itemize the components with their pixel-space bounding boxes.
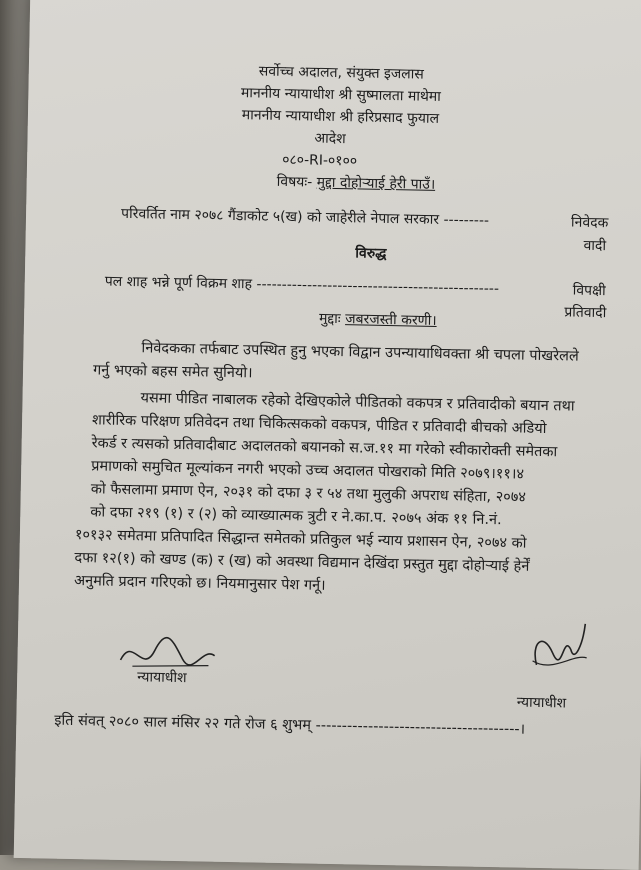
body-line: अनुमति प्रदान गरिएको छ। नियमानुसार पेश गर्नू।: [74, 571, 326, 596]
footer-date-line: [54, 711, 525, 740]
applicant-name: परिवर्तित नाम २०७८ गैंडाकोट ५(ख) को जाहेरीले नेपाल सरकार: [121, 206, 439, 228]
respondent-name: पल शाह भन्ने पूर्ण विक्रम शाह: [105, 274, 253, 293]
body-line: प्रमाणको समुचित मूल्यांकन नगरी भएको उच्च अदालत पोखराको मिति २०७९।११।४: [91, 456, 524, 484]
respondent-dashes: ------------------------------------------------: [256, 276, 499, 297]
body-line: गर्नु भएको बहस समेत सुनियो।: [93, 360, 253, 383]
document-page: [14, 0, 641, 870]
body-line: रेकर्ड र त्यसको प्रतिवादीबाट अदालतको बयानको स.ज.११ मा गरेको स्वीकारोक्ती समेतका: [91, 433, 557, 462]
right-signature-title: न्यायाधीश: [517, 694, 567, 713]
subject-prefix: विषयः-: [277, 174, 313, 191]
applicant-role-2: वादी: [583, 237, 606, 255]
justice-1: माननीय न्यायाधीश श्री सुष्मालता माथेमा: [28, 80, 641, 110]
order-label: आदेश: [17, 124, 641, 154]
subject-text: मुद्दा दोहोऱ्याई हेरी पाउँ।: [317, 175, 436, 193]
subject-line: [277, 173, 436, 194]
justice-2: माननीय न्यायाधीश श्री हरिप्रसाद फुयाल: [28, 102, 641, 132]
case-type-prefix: मुद्दाः: [319, 311, 341, 327]
body-line: यसमा पीडित नाबालक रहेको देखिएकोले पीडितको वकपत्र र प्रतिवादीको बयान तथा: [140, 388, 574, 416]
body-line: को फैसलामा प्रमाण ऐन, २०३१ को दफा ३ र ५४ तथा मुलुकी अपराध संहिता, २०७४: [91, 479, 526, 507]
body-line: १०१३२ समेतमा प्रतिपादित सिद्धान्त समेतको प्रतिकुल भई न्याय प्रशासन ऐन, २०७४ को: [75, 525, 527, 554]
applicant-line: [121, 205, 489, 230]
body-line: को दफा २१९ (१) र (२) को व्याख्यात्मक त्रुटी र ने.का.प. २०७५ अंक ११ नि.नं.: [90, 502, 502, 530]
footer-date: इति संवत् २०८० साल मंसिर २२ गते रोज ६ शुभम्: [54, 713, 311, 734]
body-line: दफा १२(१) को खण्ड (क) र (ख) को अवस्था विद्यमान देखिंदा प्रस्तुत मुद्दा दोहोऱ्याई हेर्नें: [74, 548, 529, 577]
respondent-role-1: विपक्षी: [573, 282, 606, 301]
case-type-line: [319, 310, 437, 330]
applicant-role-1: निवेदक: [571, 214, 609, 233]
respondent-line: [105, 273, 500, 299]
versus-label: विरुद्ध: [355, 244, 386, 263]
right-signature: [522, 613, 593, 684]
case-type: जबरजस्ती करणी।: [345, 311, 437, 329]
body-line: शारीरिक परिक्षण प्रतिवेदन तथा चिकित्सकको वकपत्र, पीडित र प्रतिवादी बीचको अडियो: [92, 410, 547, 439]
respondent-role-2: प्रतिवादी: [564, 303, 606, 322]
left-signature-title: न्यायाधीश: [137, 668, 187, 687]
body-line: निवेदकका तर्फबाट उपस्थित हुनु भएका विद्वान उपन्यायाधिवक्ता श्री चपला पोखरेलले: [141, 338, 579, 366]
case-number: ०८०-RI-०१००: [7, 146, 632, 176]
footer-dashes: ---------------------------------------।: [315, 718, 525, 738]
applicant-dashes: ---------: [443, 212, 489, 229]
court-name: सर्वोच्च अदालत, संयुक्त इजलास: [29, 58, 641, 88]
